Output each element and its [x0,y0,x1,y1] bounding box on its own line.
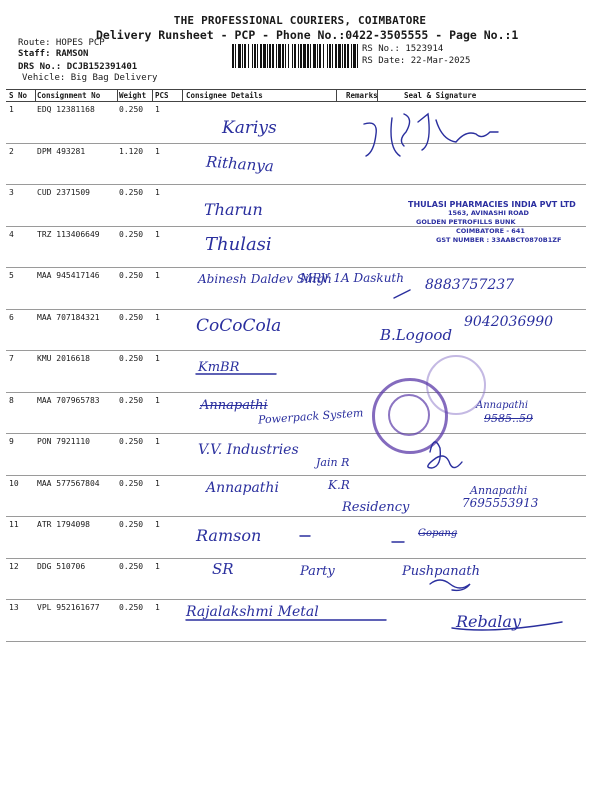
barcode-bar [242,44,243,68]
row-sno: 11 [6,517,34,559]
row-pcs: 1 [152,143,183,185]
barcode-bar [353,44,356,68]
barcode-bar [347,44,349,68]
barcode-bar [300,44,302,68]
table-row [6,351,586,393]
header-divider [117,89,118,101]
row-pcs: 1 [152,475,183,517]
row-weight: 0.250 [116,517,152,559]
row-sno: 9 [6,434,34,476]
handwriting: Abinesh Daldev Singh [198,272,332,286]
row-weight: 0.250 [116,309,152,351]
row-consignment-no: MAA 577567804 [34,475,116,517]
stamp-line: COIMBATORE - 641 [456,227,525,235]
row-remarks [343,226,401,268]
barcode-bar [329,44,331,68]
row-consignment-no: PON 7921110 [34,434,116,476]
row-weight: 0.250 [116,185,152,227]
row-consignment-no: KMU 2016618 [34,351,116,393]
handwriting: Annapathi [476,400,529,411]
handwriting: 9585..59 [484,412,533,425]
row-weight: 0.250 [116,392,152,434]
barcode-bar [303,44,306,68]
handwriting: Rithanya [205,152,275,176]
handwriting: Thulasi [205,234,272,255]
row-pcs: 1 [152,226,183,268]
handwriting: Powerpack System [257,406,364,427]
row-weight: 0.250 [116,600,152,642]
round-seal [388,394,430,436]
row-seal [401,143,586,185]
row-remarks [343,600,401,642]
barcode-bar [285,44,286,68]
row-sno: 1 [6,102,34,144]
col-consignment: Consignment No [34,90,116,102]
barcode-bar [310,44,311,68]
handwriting: MRV 1A Daskuth [300,271,404,285]
row-pcs: 1 [152,517,183,559]
runsheet-table [6,89,586,642]
handwriting: Party [300,564,335,579]
handwriting: 7695553913 [462,496,539,510]
col-seal: Seal & Signature [401,90,586,102]
row-sno: 6 [6,309,34,351]
row-seal [401,102,586,144]
barcode-bar [351,44,352,68]
col-weight: Weight [116,90,152,102]
row-consignment-no: TRZ 113406649 [34,226,116,268]
row-consignment-no: DPM 493281 [34,143,116,185]
row-remarks [343,558,401,600]
table-header-row [6,90,586,102]
row-remarks [343,143,401,185]
row-consignment-no: MAA 707965783 [34,392,116,434]
row-weight: 0.250 [116,434,152,476]
col-consignee: Consignee Details [183,90,343,102]
row-weight: 0.250 [116,475,152,517]
row-consignment-no: CUD 2371509 [34,185,116,227]
row-sno: 2 [6,143,34,185]
row-pcs: 1 [152,558,183,600]
handwriting: KmBR [198,360,240,375]
handwriting: 9042036990 [464,314,554,330]
row-sno: 7 [6,351,34,393]
stamp-line: 1563, AVINASHI ROAD [448,209,529,217]
row-sno: 3 [6,185,34,227]
row-consignment-no: EDQ 12381168 [34,102,116,144]
handwriting: Annapathi [206,480,279,496]
barcode-bar [235,44,236,68]
row-remarks [343,102,401,144]
rs-number: RS No.: 1523914 [362,44,444,54]
table-row [6,143,586,185]
header-divider [152,89,153,101]
barcode-bar [327,44,328,68]
row-pcs: 1 [152,185,183,227]
row-consignment-no: VPL 952161677 [34,600,116,642]
barcode-bar [332,44,333,68]
row-consignment-no: DDG 510706 [34,558,116,600]
staff-label: Staff: RAMSON [18,49,89,59]
barcode-bar [272,44,274,68]
barcode-bar [317,44,318,68]
row-sno: 4 [6,226,34,268]
runsheet-subtitle: Delivery Runsheet - PCP - Phone No.:0422-3505555 - Page No.:1 [96,28,519,42]
row-pcs: 1 [152,351,183,393]
handwriting: Kariys [222,118,277,138]
col-remarks: Remarks [343,90,401,102]
handwriting: Rebalay [456,612,521,631]
row-weight: 0.250 [116,226,152,268]
barcode-bar [288,44,289,68]
handwriting: Rajalakshmi Metal [186,604,319,620]
barcode-bar [313,44,316,68]
stamp-line: GST NUMBER : 33AABCT0870B1ZF [436,236,562,244]
barcode-bar [335,44,337,68]
col-pcs: PCS [152,90,183,102]
row-pcs: 1 [152,392,183,434]
barcode-bar [267,44,268,68]
barcode-bar [269,44,271,68]
handwriting: Gopang [418,528,458,539]
barcode-bar [307,44,309,68]
row-sno: 12 [6,558,34,600]
row-weight: 0.250 [116,558,152,600]
header-divider [182,89,183,101]
barcode-bar [244,44,246,68]
handwriting: 8883757237 [425,277,515,293]
handwriting: Jain R [316,456,350,469]
company-stamp [408,200,584,258]
barcode-bar [257,44,258,68]
barcode-bar [238,44,241,68]
row-pcs: 1 [152,600,183,642]
barcode-bar [254,44,256,68]
row-sno: 8 [6,392,34,434]
barcode-bar [278,44,281,68]
row-sno: 13 [6,600,34,642]
row-pcs: 1 [152,268,183,310]
handwriting: Annapathi [200,398,268,413]
row-pcs: 1 [152,434,183,476]
row-weight: 0.250 [116,268,152,310]
handwriting: CoCoCola [196,316,282,336]
barcode-bar [342,44,343,68]
handwriting: Ramson [196,526,262,545]
barcode-bar [292,44,293,68]
barcode-bar [338,44,341,68]
col-sno: S No [6,90,34,102]
row-weight: 0.250 [116,102,152,144]
row-pcs: 1 [152,102,183,144]
rs-date: RS Date: 22-Mar-2025 [362,56,471,66]
row-weight: 1.120 [116,143,152,185]
table-row [6,558,586,600]
row-consignment-no: ATR 1794098 [34,517,116,559]
barcode-bar [260,44,262,68]
row-sno: 5 [6,268,34,310]
vehicle-label: Vehicle: Big Bag Delivery [22,73,158,83]
barcode-bar [252,44,253,68]
stamp-line: GOLDEN PETROFILLS BUNK [416,218,516,226]
row-remarks [343,517,401,559]
barcode-bar [357,44,358,68]
row-remarks [343,185,401,227]
header-divider [35,89,36,101]
row-pcs: 1 [152,309,183,351]
barcode-bar [323,44,324,68]
barcode-bar [298,44,299,68]
barcode-bar [232,44,234,68]
handwriting: Pushpanath [402,564,480,579]
barcode-bar [276,44,277,68]
row-sno: 10 [6,475,34,517]
row-consignment-no: MAA 707184321 [34,309,116,351]
barcode-bar [282,44,284,68]
route-label: Route: HOPES PCP [18,38,105,48]
handwriting: Tharun [204,200,263,219]
barcode-bar [319,44,321,68]
barcode-bar [248,44,249,68]
table-row [6,517,586,559]
drs-number: DRS No.: DCJB152391401 [18,62,138,72]
handwriting: V.V. Industries [198,442,299,458]
header-divider [336,89,337,101]
handwriting: SR [212,560,234,578]
header-divider [377,89,378,101]
barcode-bar [344,44,346,68]
barcode [232,44,358,68]
row-consignment-no: MAA 945417146 [34,268,116,310]
handwriting: K.R [328,478,350,492]
table-row [6,102,586,144]
barcode-bar [263,44,266,68]
handwriting: Residency [342,500,410,515]
stamp-line: THULASI PHARMACIES INDIA PVT LTD [408,200,576,209]
handwriting: Annapathi [470,484,528,497]
handwriting: B.Logood [380,326,453,344]
row-weight: 0.250 [116,351,152,393]
company-title: THE PROFESSIONAL COURIERS, COIMBATORE [173,14,427,27]
barcode-bar [294,44,296,68]
